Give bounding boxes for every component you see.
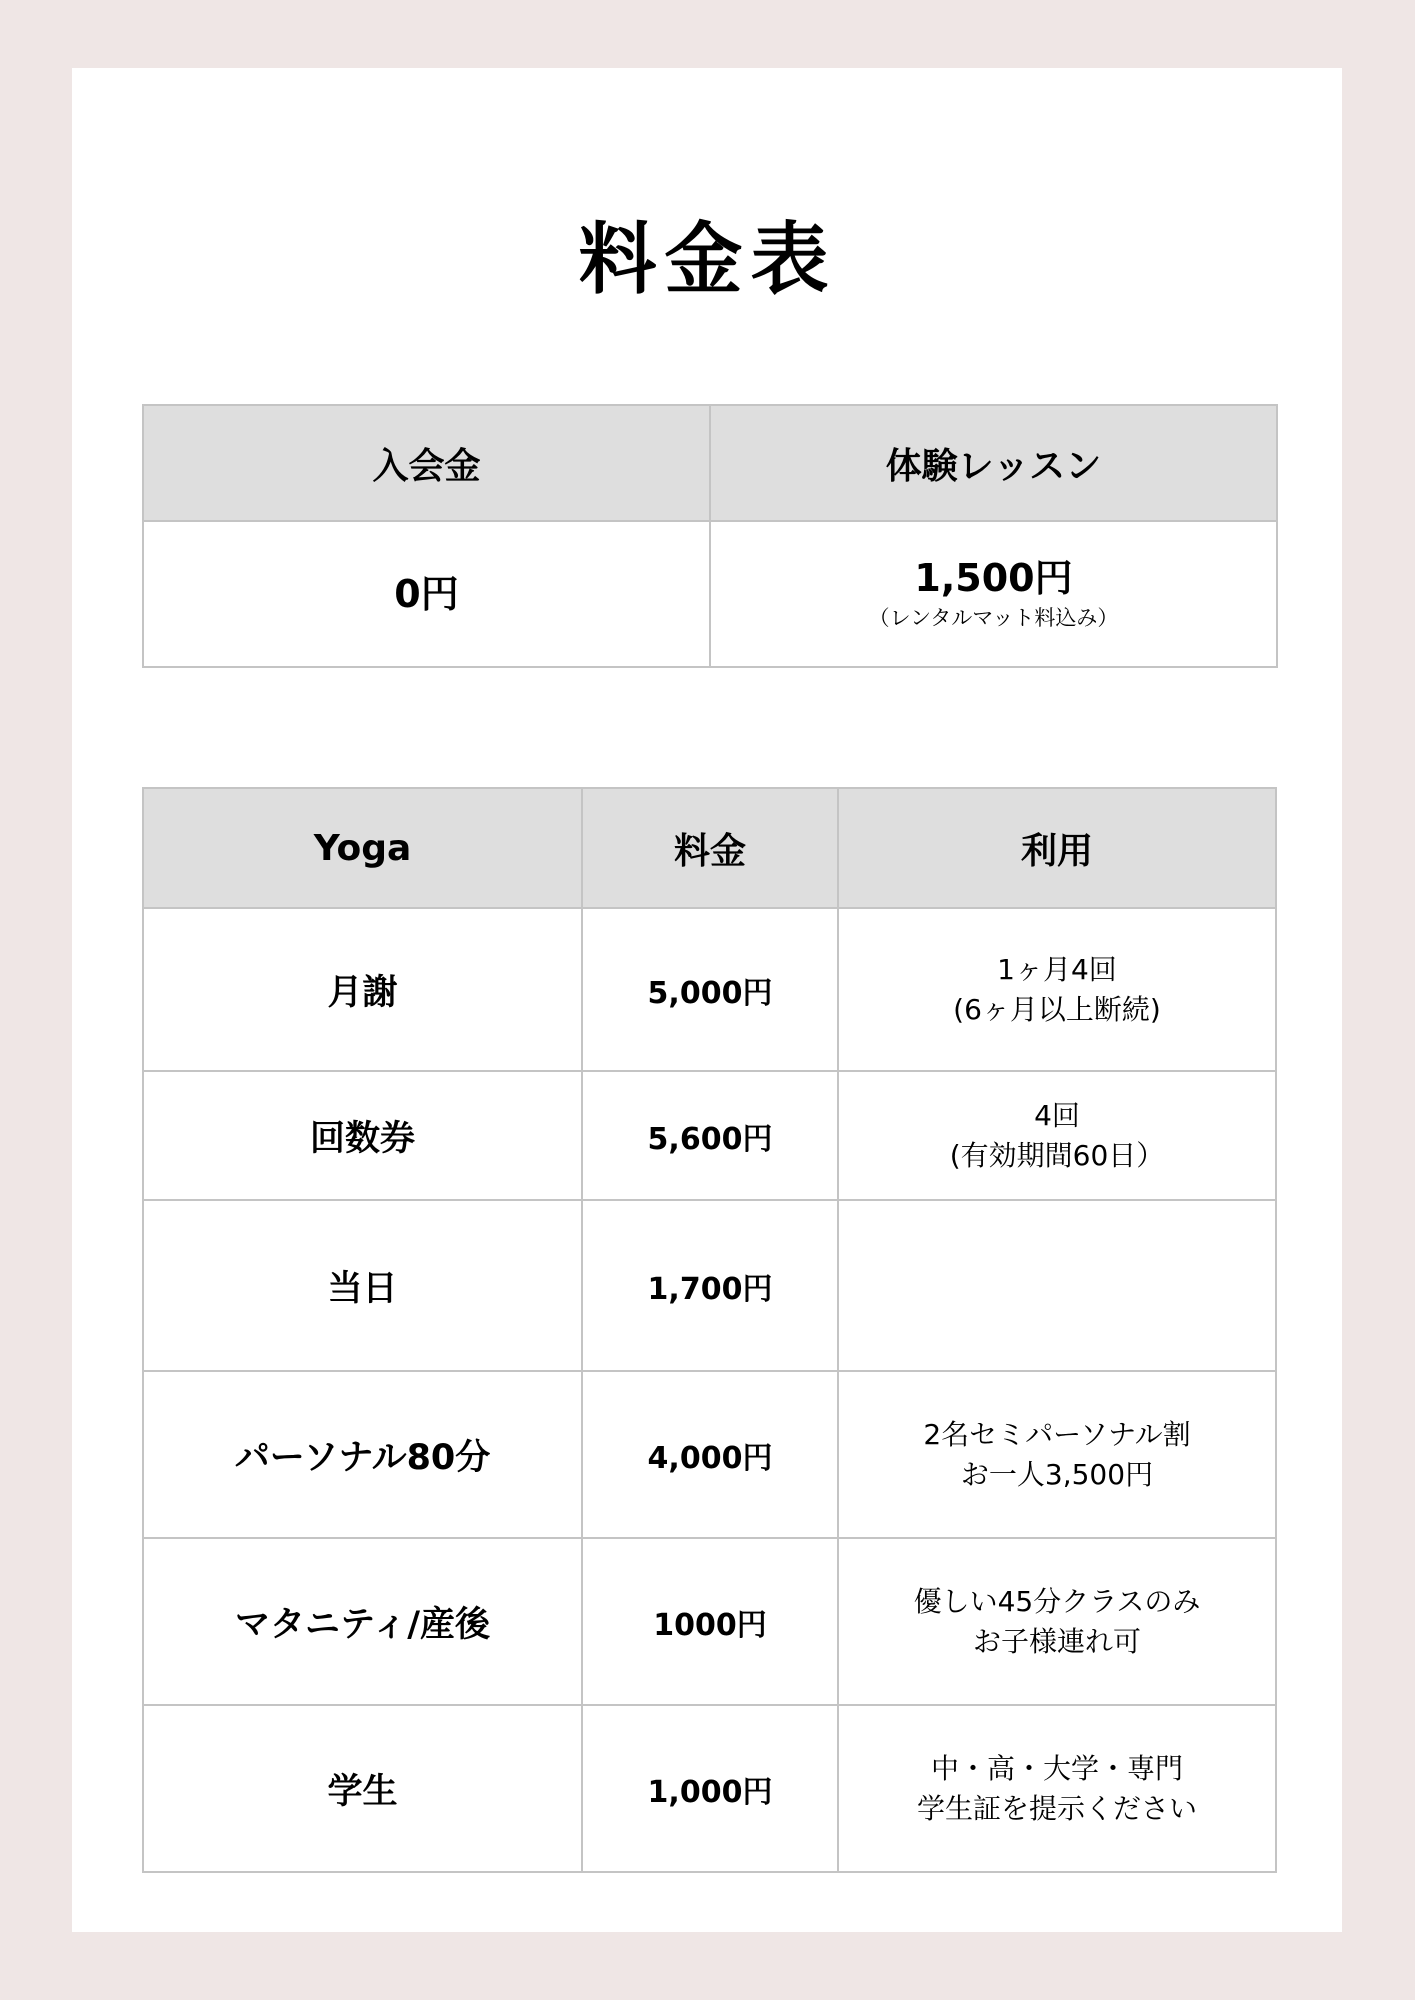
plan-usage-line1: 2名セミパーソナル割 — [923, 1417, 1191, 1451]
table-row — [143, 1200, 1276, 1371]
entry-fee-header: 入会金 — [143, 405, 710, 521]
plan-fee: 1,000円 — [582, 1705, 838, 1872]
plan-usage — [838, 1071, 1276, 1200]
plan-usage-line1: 中・高・大学・専門 — [930, 1751, 1183, 1785]
fees-table — [142, 404, 1278, 668]
plan-fee: 5,000円 — [582, 908, 838, 1071]
plan-fee: 5,600円 — [582, 1071, 838, 1200]
plan-usage-line1: 4回 — [1034, 1098, 1080, 1132]
plan-fee: 1000円 — [582, 1538, 838, 1705]
page-title: 料金表 — [578, 215, 837, 305]
plan-usage-line2: (6ヶ月以上断続) — [953, 992, 1161, 1026]
plan-usage-line2: お一人3,500円 — [960, 1457, 1154, 1491]
plan-name: パーソナル80分 — [143, 1371, 582, 1538]
yoga-header: Yoga — [143, 788, 582, 908]
plan-usage-line2: お子様連れ可 — [972, 1624, 1141, 1658]
plan-fee: 1,700円 — [582, 1200, 838, 1371]
table-row — [143, 1705, 1276, 1872]
usage-header: 利用 — [838, 788, 1276, 908]
trial-lesson-header: 体験レッスン — [710, 405, 1277, 521]
entry-fee-cell — [143, 521, 710, 667]
plan-usage-line1: 1ヶ月4回 — [997, 952, 1117, 986]
table-row — [143, 1071, 1276, 1200]
table-row — [143, 1371, 1276, 1538]
yoga-header-row — [143, 788, 1276, 908]
plan-usage-line1: 優しい45分クラスのみ — [913, 1584, 1201, 1618]
plan-name: 学生 — [143, 1705, 582, 1872]
plan-usage — [838, 1538, 1276, 1705]
trial-lesson-note: （レンタルマット料込み） — [868, 606, 1119, 630]
plan-name: 月謝 — [143, 908, 582, 1071]
table-row — [143, 1538, 1276, 1705]
entry-fee-value: 0円 — [394, 572, 459, 616]
table-row — [143, 908, 1276, 1071]
plan-usage — [838, 1200, 1276, 1371]
fees-value-row — [143, 521, 1277, 667]
plan-usage — [838, 908, 1276, 1071]
fee-header: 料金 — [582, 788, 838, 908]
plan-usage-line2: 学生証を提示ください — [916, 1791, 1197, 1825]
fees-header-row — [143, 405, 1277, 521]
plan-name: 当日 — [143, 1200, 582, 1371]
plan-fee: 4,000円 — [582, 1371, 838, 1538]
plan-usage — [838, 1705, 1276, 1872]
yoga-price-table — [142, 787, 1277, 1873]
plan-usage-line2: (有効期間60日） — [949, 1138, 1165, 1172]
trial-lesson-cell — [710, 521, 1277, 667]
trial-lesson-price: 1,500円 — [914, 556, 1073, 600]
plan-name: マタニティ/産後 — [143, 1538, 582, 1705]
plan-name: 回数券 — [143, 1071, 582, 1200]
plan-usage — [838, 1371, 1276, 1538]
